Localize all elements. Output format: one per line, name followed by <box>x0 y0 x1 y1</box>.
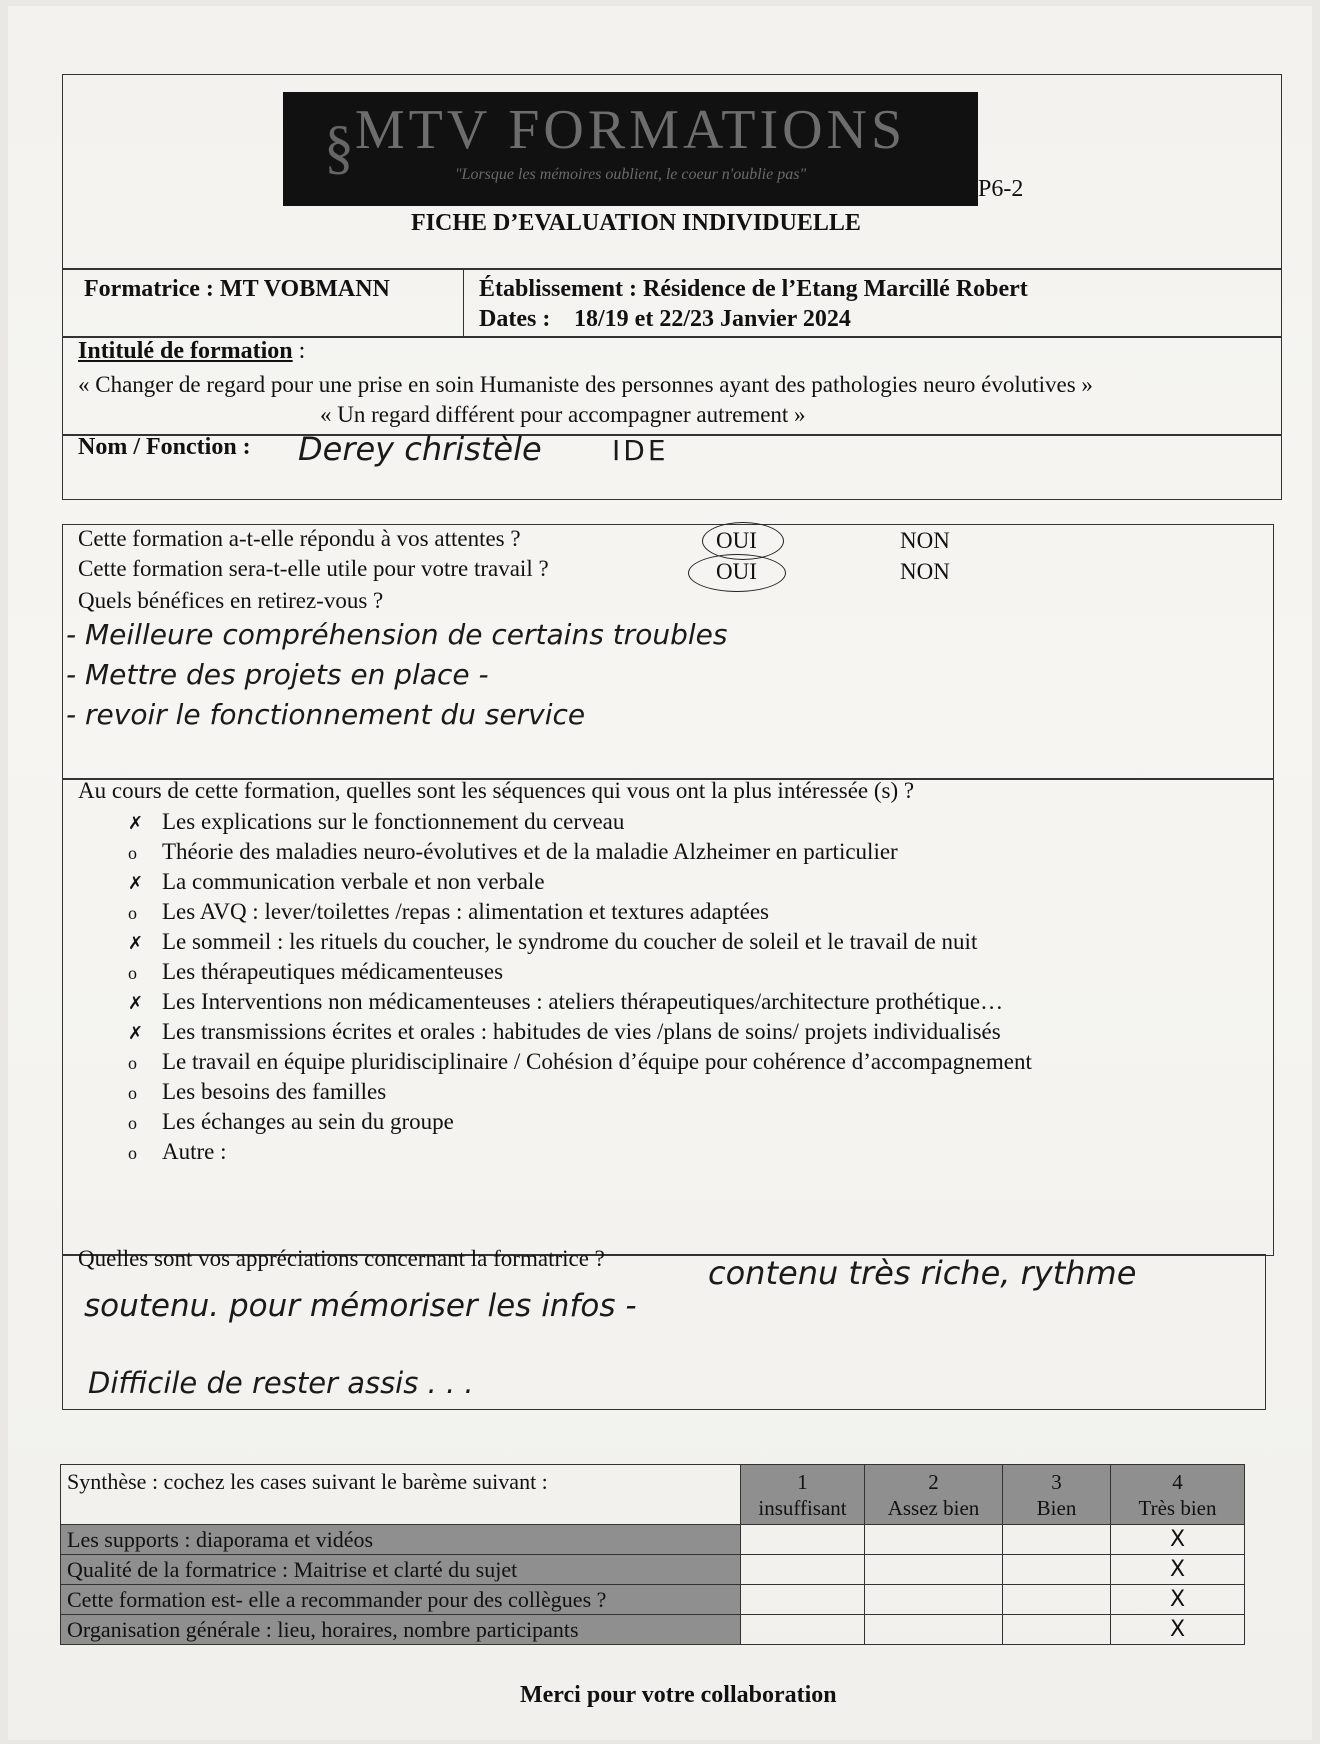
synthese-row <box>61 1525 1245 1555</box>
synthese-row <box>61 1615 1245 1645</box>
column-number: 2 <box>928 1469 939 1494</box>
column-header-2 <box>865 1465 1003 1525</box>
form-reference: P6-2 <box>978 176 1024 202</box>
oui-answer-1: OUI <box>716 528 757 553</box>
bullet-mark: o <box>128 903 137 923</box>
sequence-label: Autre : <box>162 1139 227 1164</box>
sequence-label: Les transmissions écrites et orales : habitudes de vies /plans de soins/ projets individualisés <box>162 1019 1001 1044</box>
column-label: Bien <box>1036 1495 1077 1520</box>
sequence-label: Théorie des maladies neuro-évolutives et de la maladie Alzheimer en particulier <box>162 839 898 864</box>
bullet-mark: o <box>128 1053 137 1073</box>
check-mark: ✗ <box>128 993 144 1013</box>
bullet-mark: o <box>128 1113 137 1133</box>
column-number: 4 <box>1172 1469 1183 1494</box>
sequence-label: Les AVQ : lever/toilettes /repas : alimentation et textures adaptées <box>162 899 769 924</box>
column-label: Assez bien <box>887 1495 980 1520</box>
intitule-colon: : <box>292 338 306 364</box>
sequences-question: Au cours de cette formation, quelles sont les séquences qui vous ont la plus intéressée (s) ? <box>78 778 915 803</box>
sequence-label: Le travail en équipe pluridisciplinaire / Cohésion d’équipe pour cohérence d’accompagnement <box>162 1049 1032 1074</box>
check-mark: ✗ <box>128 873 144 893</box>
sequence-label: Les besoins des familles <box>162 1079 387 1104</box>
score-cell-checked[interactable]: X <box>1111 1585 1245 1615</box>
sequence-label: La communication verbale et non verbale <box>162 869 545 894</box>
synthese-table <box>60 1464 1245 1645</box>
sequence-label: Le sommeil : les rituels du coucher, le syndrome du coucher de soleil et le travail de nuit <box>162 929 978 954</box>
logo-motto: "Lorsque les mémoires oublient, le coeur n'oublie pas" <box>454 166 807 183</box>
appreciation-line-1: contenu très riche, rythme <box>708 1254 1137 1292</box>
column-number: 1 <box>797 1469 808 1494</box>
column-header-3 <box>1003 1465 1111 1525</box>
formatrice-label: Formatrice : MT VOBMANN <box>84 276 390 302</box>
score-cell[interactable] <box>741 1525 865 1555</box>
row-label: Qualité de la formatrice : Maitrise et clarté du sujet <box>61 1555 741 1585</box>
sequence-item <box>128 839 898 865</box>
intitule-label: Intitulé de formation <box>78 338 293 364</box>
benefit-line-2: - Mettre des projets en place - <box>66 658 489 691</box>
check-mark: ✗ <box>128 813 144 833</box>
synthese-title: Synthèse : cochez les cases suivant le barème suivant : <box>61 1465 741 1525</box>
sequence-item <box>128 989 1003 1015</box>
score-cell[interactable] <box>741 1615 865 1645</box>
question-attentes: Cette formation a-t-elle répondu à vos attentes ? <box>78 526 521 551</box>
sequence-item <box>128 1079 386 1105</box>
nom-label: Nom / Fonction : <box>78 434 251 460</box>
dates-label: Dates : <box>479 306 551 332</box>
appreciation-question: Quelles sont vos appréciations concernant la formatrice ? <box>78 1246 605 1271</box>
non-answer-2: NON <box>900 559 950 584</box>
row-label: Les supports : diaporama et vidéos <box>61 1525 741 1555</box>
bullet-mark: o <box>128 1083 137 1103</box>
sequence-label: Les thérapeutiques médicamenteuses <box>162 959 504 984</box>
sequence-label: Les échanges au sein du groupe <box>162 1109 454 1134</box>
score-cell[interactable] <box>865 1525 1003 1555</box>
fonction-handwritten: IDE <box>612 434 669 467</box>
synthese-row <box>61 1555 1245 1585</box>
form-title: FICHE D’EVALUATION INDIVIDUELLE <box>411 210 861 236</box>
column-header-4 <box>1111 1465 1245 1525</box>
sequence-item <box>128 929 977 955</box>
question-benefices: Quels bénéfices en retirez-vous ? <box>78 588 384 613</box>
sequence-item <box>128 899 769 925</box>
sequence-label: Les explications sur le fonctionnement du cerveau <box>162 809 625 834</box>
footer-thanks: Merci pour votre collaboration <box>520 1682 837 1708</box>
check-mark: ✗ <box>128 1023 144 1043</box>
tree-emblem-icon: § <box>324 114 354 180</box>
score-cell-checked[interactable]: X <box>1111 1615 1245 1645</box>
score-cell[interactable] <box>865 1615 1003 1645</box>
appreciation-line-3: Difficile de rester assis . . . <box>88 1366 474 1400</box>
check-mark: ✗ <box>128 933 144 953</box>
score-cell[interactable] <box>1003 1615 1111 1645</box>
synthese-row <box>61 1585 1245 1615</box>
oui-circle-2 <box>688 554 786 592</box>
benefit-line-1: - Meilleure compréhension de certains troubles <box>66 618 728 651</box>
etablissement-label: Établissement : Résidence de l’Etang Marcillé Robert <box>479 276 1028 302</box>
sequence-item <box>128 959 503 985</box>
score-cell[interactable] <box>1003 1525 1111 1555</box>
nom-handwritten: Derey christèle <box>298 430 542 468</box>
score-cell-checked[interactable]: X <box>1111 1525 1245 1555</box>
sequence-label: Les Interventions non médicamenteuses : ateliers thérapeutiques/architecture prothétique… <box>162 989 1004 1014</box>
column-header-1 <box>741 1465 865 1525</box>
logo-name: MTV FORMATIONS <box>354 99 907 161</box>
bullet-mark: o <box>128 963 137 983</box>
column-label: insuffisant <box>758 1495 847 1520</box>
intitule-heading <box>78 338 305 365</box>
sequence-item <box>128 1109 454 1135</box>
score-cell[interactable] <box>741 1555 865 1585</box>
column-number: 3 <box>1051 1469 1062 1494</box>
document-page <box>8 6 1312 1740</box>
column-label: Très bien <box>1138 1495 1217 1520</box>
non-answer-1: NON <box>900 528 950 553</box>
score-cell-checked[interactable]: X <box>1111 1555 1245 1585</box>
score-cell[interactable] <box>865 1555 1003 1585</box>
intitule-line1: « Changer de regard pour une prise en soin Humaniste des personnes ayant des pathologies neuro évolutives » <box>78 372 1093 397</box>
score-cell[interactable] <box>1003 1585 1111 1615</box>
benefit-line-3: - revoir le fonctionnement du service <box>66 698 586 731</box>
score-cell[interactable] <box>865 1585 1003 1615</box>
question-utile: Cette formation sera-t-elle utile pour votre travail ? <box>78 556 549 581</box>
bullet-mark: o <box>128 843 137 863</box>
score-cell[interactable] <box>1003 1555 1111 1585</box>
sequence-item <box>128 869 545 895</box>
intitule-line2: « Un regard différent pour accompagner autrement » <box>320 402 806 427</box>
sequence-item <box>128 1049 1032 1075</box>
sequence-item <box>128 1139 227 1165</box>
sequence-item <box>128 809 624 835</box>
dates-value: 18/19 et 22/23 Janvier 2024 <box>574 306 851 332</box>
row-label: Organisation générale : lieu, horaires, nombre participants <box>61 1615 741 1645</box>
row-label: Cette formation est- elle a recommander pour des collègues ? <box>61 1585 741 1615</box>
info-divider <box>463 268 464 338</box>
sequence-item <box>128 1019 1001 1045</box>
logo-banner <box>283 92 978 206</box>
oui-answer-2: OUI <box>716 559 757 584</box>
score-cell[interactable] <box>741 1585 865 1615</box>
appreciation-line-2: soutenu. pour mémoriser les infos - <box>84 1288 637 1324</box>
bullet-mark: o <box>128 1143 137 1163</box>
